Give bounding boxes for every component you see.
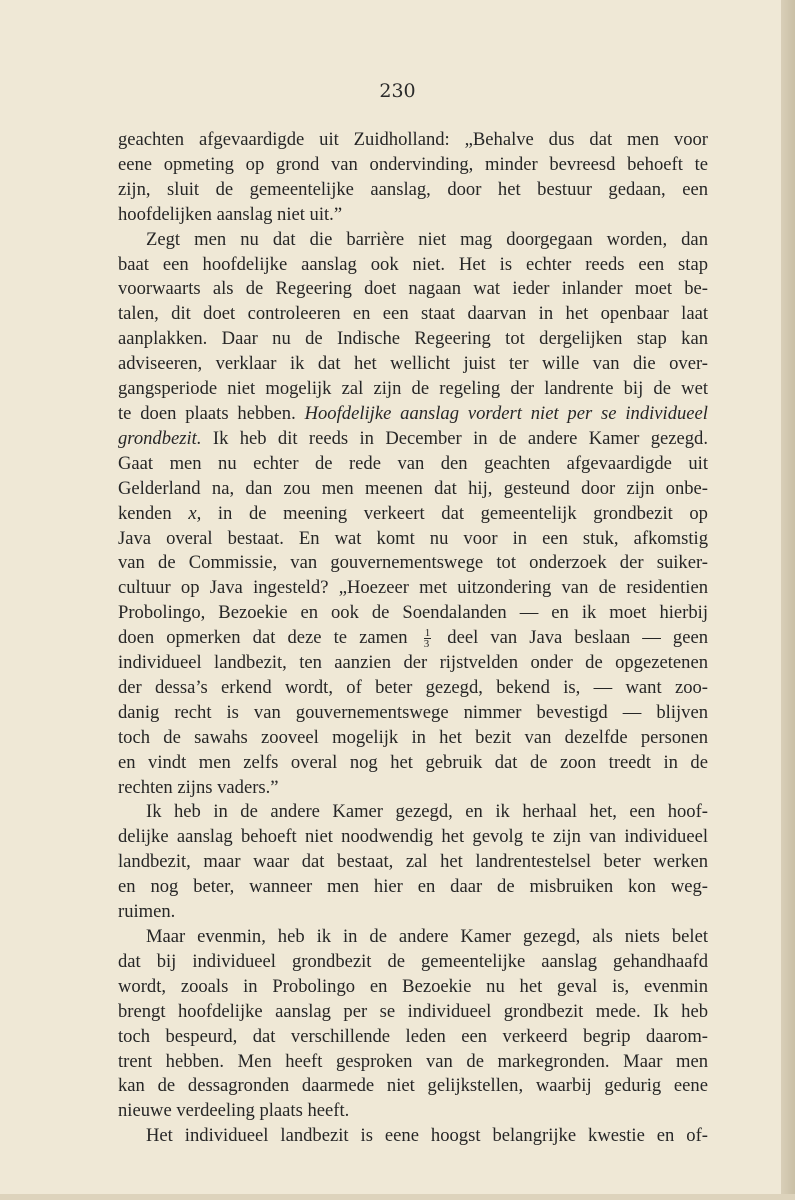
- italic-segment: x,: [188, 502, 202, 524]
- text-line: individueel landbezit, ten aanzien der rijstvelden onder de opgezetenen: [118, 652, 708, 674]
- text-line: kan de dessagronden daarmede niet gelijkstellen, waarbij gedurig eene: [118, 1075, 708, 1097]
- text-line: eene opmeting op grond van ondervinding, minder bevreesd behoeft te: [118, 153, 708, 175]
- text-line: Ik heb in de andere Kamer gezegd, en ik herhaal het, een hoof-: [146, 801, 708, 823]
- italic-segment: Hoofdelijke aanslag vordert niet per se individueel: [304, 402, 708, 424]
- text-line: Java overal bestaat. En wat komt nu voor in een stuk, afkomstig: [118, 527, 708, 549]
- page-edge-shadow: [781, 0, 795, 1200]
- text-line: Zegt men nu dat die barrière niet mag doorgegaan worden, dan: [146, 228, 708, 250]
- text-segment: kenden: [118, 502, 172, 524]
- text-segment: in de meening verkeert dat gemeentelijk grondbezit op: [217, 502, 708, 524]
- text-line: van de Commissie, van gouvernementswege tot onderzoek der suiker-: [118, 552, 708, 574]
- text-line: en vindt men zelfs overal nog het gebruik dat de zoon treedt in de: [118, 751, 708, 773]
- text-segment: Ik heb dit reeds in December in de andere Kamer gezegd.: [212, 427, 708, 449]
- text-line: [118, 427, 708, 452]
- text-line: Gelderland na, dan zou men meenen dat hij, gesteund door zijn onbe-: [118, 477, 708, 499]
- text-line: talen, dit doet controleeren en een staat daarvan in het openbaar laat: [118, 303, 708, 325]
- text-line: toch de sawahs zooveel mogelijk in het bezit van dezelfde personen: [118, 726, 708, 748]
- fraction-numerator: 1: [424, 627, 431, 640]
- italic-segment: grondbezit.: [118, 427, 202, 449]
- text-line: voorwaarts als de Regeering doet nagaan wat ieder inlander moet be-: [118, 278, 708, 300]
- text-line: gangsperiode niet mogelijk zal zijn de regeling der landrente bij de wet: [118, 378, 708, 400]
- fraction: [424, 628, 432, 649]
- text-line: toch bespeurd, dat verschillende leden een verkeerd begrip daarom-: [118, 1025, 708, 1047]
- text-line: rechten zijns vaders.”: [118, 776, 279, 798]
- text-line: zijn, sluit de gemeentelijke aanslag, door het bestuur gedaan, een: [118, 178, 708, 200]
- text-line: wordt, zooals in Probolingo en Bezoekie nu het geval is, evenmin: [118, 975, 708, 997]
- page-number: 230: [379, 80, 416, 102]
- text-line: Probolingo, Bezoekie en ook de Soendalanden — en ik moet hierbij: [118, 602, 708, 624]
- text-line: der dessa’s erkend wordt, of beter gezegd, bekend is, — want zoo-: [118, 676, 708, 698]
- text-segment: te doen plaats hebben.: [118, 402, 296, 424]
- text-line: trent hebben. Men heeft gesproken van de markegronden. Maar men: [118, 1050, 708, 1072]
- text-line: brengt hoofdelijke aanslag per se individueel grondbezit mede. Ik heb: [118, 1000, 708, 1022]
- text-line: landbezit, maar waar dat bestaat, zal het landrentestelsel beter werken: [118, 851, 708, 873]
- text-line: cultuur op Java ingesteld? „Hoezeer met uitzondering van de residentien: [118, 577, 708, 599]
- fraction-denominator: 3: [423, 638, 430, 651]
- text-segment: deel van Java beslaan — geen: [447, 627, 709, 649]
- text-line: nieuwe verdeeling plaats heeft.: [118, 1100, 350, 1122]
- text-line: dat bij individueel grondbezit de gemeentelijke aanslag gehandhaafd: [118, 950, 708, 972]
- text-line: danig recht is van gouvernementswege nimmer bevestigd — blijven: [118, 701, 708, 723]
- text-line: [118, 402, 708, 427]
- text-segment: doen opmerken dat deze te zamen: [118, 627, 408, 649]
- text-line: adviseeren, verklaar ik dat het wellicht juist ter wille van die over-: [118, 353, 708, 375]
- text-line: hoofdelijken aanslag niet uit.”: [118, 203, 343, 225]
- text-line: geachten afgevaardigde uit Zuidholland: „Behalve dus dat men voor: [118, 129, 708, 150]
- text-line: Maar evenmin, heb ik in de andere Kamer gezegd, als niets belet: [146, 926, 708, 947]
- text-line: delijke aanslag behoeft niet noodwendig het gevolg te zijn van individueel: [118, 826, 708, 848]
- text-line: ruimen.: [118, 901, 176, 923]
- text-line: en nog beter, wanneer men hier en daar de misbruiken kon weg-: [118, 876, 708, 898]
- text-line: baat een hoofdelijke aanslag ook niet. Het is echter reeds een stap: [118, 253, 708, 275]
- text-line: Het individueel landbezit is eene hoogst belangrijke kwestie en of-: [146, 1125, 708, 1147]
- text-line: aanplakken. Daar nu de Indische Regeering tot dergelijken stap kan: [118, 328, 708, 350]
- text-line: Gaat men nu echter de rede van den geachten afgevaardigde uit: [118, 452, 708, 474]
- body-text: [118, 128, 708, 1149]
- text-line: [118, 626, 708, 651]
- page-bottom-edge: [0, 1194, 795, 1200]
- text-line: [118, 502, 708, 527]
